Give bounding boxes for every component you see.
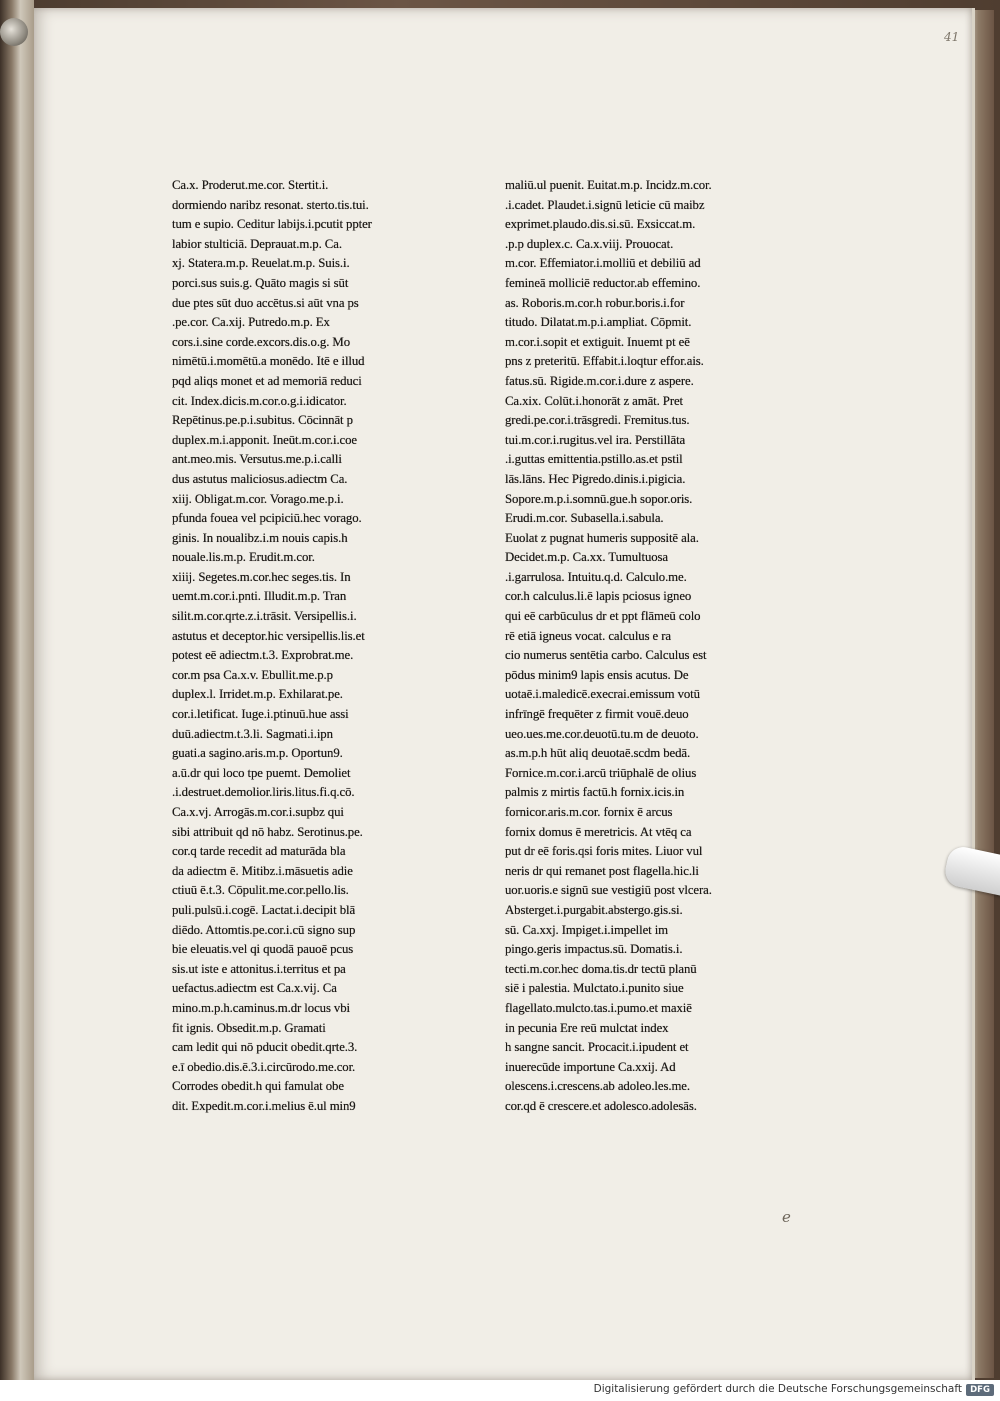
text-line: fit ignis. Obsedit.m.p. Gramati: [172, 1020, 326, 1035]
text-line: qui eē carbūculus dr et ppt flāmeū colo: [505, 609, 701, 624]
text-line: silit.m.cor.qrte.z.i.trāsit. Versipellis.i.: [172, 609, 357, 624]
text-line: due ptes sūt duo accētus.si aūt vna ps: [172, 295, 359, 310]
text-line: rē etiā igneus vocat. calculus e ra: [505, 628, 671, 643]
text-line: duplex.m.i.apponit. Ineūt.m.cor.i.coe: [172, 432, 358, 447]
text-line: .i.guttas emittentia.pstillo.as.et pstil: [505, 452, 683, 467]
text-line: potest eē adiectm.t.3. Exprobrat.me.: [172, 648, 354, 663]
text-line: Ca.xix. Colūt.i.honorāt z amāt. Pret: [505, 393, 684, 408]
text-line: dit. Expedit.m.cor.i.melius ē.ul min9: [172, 1098, 356, 1113]
text-line: h sangne sancit. Procacit.i.ipudent et: [505, 1040, 689, 1055]
text-line: ctiuū ē.t.3. Cōpulit.me.cor.pello.lis.: [172, 883, 349, 898]
text-line: bie eleuatis.vel qi quodā pauoē pcus: [172, 942, 354, 957]
text-line: .i.garrulosa. Intuitu.q.d. Calculo.me.: [505, 569, 687, 584]
text-line: exprimet.plaudo.dis.si.sū. Exsiccat.m.: [505, 217, 696, 232]
funding-credit: Digitalisierung gefördert durch die Deutsche Forschungsgemeinschaft: [593, 1383, 962, 1395]
text-line: .i.cadet. Plaudet.i.signū leticie cū maibz: [505, 197, 705, 212]
text-line: uor.uoris.e signū sue vestigiū post vlcera.: [505, 883, 712, 898]
text-line: uemt.m.cor.i.pnti. Illudit.m.p. Tran: [172, 589, 347, 604]
text-column-right: [505, 176, 777, 1117]
text-line: Sopore.m.p.i.somnū.gue.h sopor.oris.: [505, 491, 693, 506]
text-line: Erudi.m.cor. Subasella.i.sabula.: [505, 511, 664, 526]
text-line: infrīngē frequēter z firmit vouē.deuo: [505, 707, 689, 722]
text-line: in pecunia Ere reū mulctat index: [505, 1020, 669, 1035]
text-line: e.ī obedio.dis.ē.3.i.circūrodo.me.cor.: [172, 1059, 356, 1074]
signature-mark: e: [782, 1208, 791, 1226]
text-line: Ca.x. Proderut.me.cor. Stertit.i.: [172, 178, 329, 192]
text-line: flagellato.mulcto.tas.i.pumo.et maxiē: [505, 1000, 692, 1015]
text-line: puli.pulsū.i.cogē. Lactat.i.decipit blā: [172, 902, 356, 917]
text-line: labior stulticiā. Deprauat.m.p. Ca.: [172, 236, 342, 251]
text-line: a.ū.dr qui loco tpe puemt. Demoliet: [172, 765, 351, 780]
text-line: mino.m.p.h.caminus.m.dr locus vbi: [172, 1000, 350, 1015]
text-line: cors.i.sine corde.excors.dis.o.g. Mo: [172, 334, 351, 349]
text-line: pns z preteritū. Effabit.i.loqtur effor.ais.: [505, 354, 704, 369]
text-line: .i.destruet.demolior.liris.litus.fi.q.cō.: [172, 785, 355, 800]
book-spine-edge: [0, 0, 34, 1380]
text-column-left: [172, 176, 442, 1117]
text-line: Euolat z pugnat humeris suppositē ala.: [505, 530, 699, 545]
text-line: nimētū.i.momētū.a monēdo. Itē e illud: [172, 354, 365, 369]
text-line: Fornice.m.cor.i.arcū triūphalē de olius: [505, 765, 697, 780]
folio-number: 41: [944, 30, 960, 44]
dfg-logo: DFG: [966, 1384, 994, 1396]
text-line: cor.m psa Ca.x.v. Ebullit.me.p.p: [172, 667, 333, 682]
text-line: sis.ut iste e attonitus.i.territus et pa: [172, 961, 346, 976]
text-line: Ca.x.vj. Arrogās.m.cor.i.supbz qui: [172, 805, 344, 819]
text-line: porci.sus suis.g. Quāto magis si sūt: [172, 275, 349, 290]
text-line: ant.meo.mis. Versutus.me.p.i.calli: [172, 452, 342, 467]
text-line: xiij. Obligat.m.cor. Vorago.me.p.i.: [172, 491, 344, 506]
text-line: dus astutus maliciosus.adiectm Ca.: [172, 471, 348, 486]
text-line: Corrodes obedit.h qui famulat obe: [172, 1079, 344, 1094]
text-line: fornix domus ē meretricis. At vtēq ca: [505, 824, 692, 839]
text-line: as. Roboris.m.cor.h robur.boris.i.for: [505, 295, 685, 310]
text-line: uotaē.i.maledicē.execrai.emissum votū: [505, 687, 700, 702]
text-line: fornicor.aris.m.cor. fornix ē arcus: [505, 805, 673, 819]
text-line: pfunda fouea vel pcipiciū.hec vorago.: [172, 511, 362, 526]
text-line: as.m.p.h hūt aliq deuotaē.scdm bedā.: [505, 746, 691, 761]
text-line: lās.lāns. Hec Pigredo.dinis.i.pigicia.: [505, 471, 686, 486]
text-line: olescens.i.crescens.ab adoleo.les.me.: [505, 1079, 690, 1094]
text-line: ueo.ues.me.cor.deuotū.tu.m de deuoto.: [505, 726, 699, 741]
text-line: xj. Statera.m.p. Reuelat.m.p. Suis.i.: [172, 256, 350, 271]
text-line: duū.adiectm.t.3.li. Sagmati.i.ipn: [172, 726, 333, 741]
text-line: xiiij. Segetes.m.cor.hec seges.tis. In: [172, 569, 351, 584]
text-line: palmis z mirtis factū.h fornix.icis.in: [505, 785, 685, 800]
text-line: .p.p duplex.c. Ca.x.viij. Prouocat.: [505, 236, 674, 251]
text-line: da adiectm ē. Mitibz.i.māsuetis adie: [172, 863, 353, 878]
text-line: tui.m.cor.i.rugitus.vel ira. Perstillāta: [505, 432, 686, 447]
text-line: cit. Index.dicis.m.cor.o.g.i.idicator.: [172, 393, 347, 408]
text-line: m.cor. Effemiator.i.molliū et debiliū ad: [505, 256, 701, 271]
text-line: gredi.pe.cor.i.trāsgredi. Fremitus.tus.: [505, 413, 690, 428]
text-line: tum e supio. Ceditur labijs.i.pcutit ppter: [172, 217, 372, 232]
text-line: inuerecūde importune Ca.xxij. Ad: [505, 1059, 676, 1074]
text-line: cor.q tarde recedit ad maturāda bla: [172, 844, 346, 859]
text-line: tecti.m.cor.hec doma.tis.dr tectū planū: [505, 961, 697, 976]
text-line: cor.h calculus.li.ē lapis pciosus igneo: [505, 589, 692, 604]
text-line: sū. Ca.xxj. Impiget.i.impellet im: [505, 922, 669, 937]
text-line: titudo. Dilatat.m.p.i.ampliat. Cōpmit.: [505, 315, 692, 330]
text-line: nouale.lis.m.p. Erudit.m.cor.: [172, 550, 315, 565]
text-line: .pe.cor. Ca.xij. Putredo.m.p. Ex: [172, 315, 330, 330]
text-line: ginis. In noualibz.i.m nouis capis.h: [172, 530, 348, 545]
text-line: pqd aliqs monet et ad memoriā reduci: [172, 373, 362, 388]
text-line: Decidet.m.p. Ca.xx. Tumultuosa: [505, 550, 669, 565]
text-line: m.cor.i.sopit et extiguit. Inuemt pt eē: [505, 334, 690, 349]
text-line: sibi attribuit qd nō habz. Serotinus.pe.: [172, 824, 363, 839]
text-line: Absterget.i.purgabit.abstergo.gis.si.: [505, 902, 683, 917]
text-line: dormiendo naribz resonat. sterto.tis.tui.: [172, 197, 369, 212]
text-line: guati.a sagino.aris.m.p. Oportun9.: [172, 746, 343, 761]
text-line: duplex.l. Irridet.m.p. Exhilarat.pe.: [172, 687, 343, 702]
text-line: siē i palestia. Mulctato.i.punito siue: [505, 981, 684, 996]
text-line: cor.i.letificat. Iuge.i.ptinuū.hue assi: [172, 707, 349, 722]
text-line: maliū.ul puenit. Euitat.m.p. Incidz.m.cor.: [505, 178, 712, 192]
text-line: cam ledit qui nō pducit obedit.qrte.3.: [172, 1040, 358, 1055]
text-line: pingo.geris impactus.sū. Domatis.i.: [505, 942, 683, 957]
text-line: femineā molliciē reductor.ab effemino.: [505, 275, 701, 290]
text-line: Repētinus.pe.p.i.subitus. Cōcinnāt p: [172, 413, 353, 428]
text-line: uefactus.adiectm est Ca.x.vij. Ca: [172, 981, 337, 996]
text-line: diēdo. Attomtis.pe.cor.i.cū signo sup: [172, 922, 356, 937]
text-line: fatus.sū. Rigide.m.cor.i.dure z aspere.: [505, 373, 694, 388]
text-line: cor.qd ē crescere.et adolesco.adolesās.: [505, 1098, 697, 1113]
text-line: pōdus minim9 lapis ensis acutus. De: [505, 667, 689, 682]
text-line: cio numerus sentētia carbo. Calculus est: [505, 648, 707, 663]
text-line: astutus et deceptor.hic versipellis.lis.et: [172, 628, 365, 643]
book-clasp: [0, 18, 28, 46]
text-line: put dr eē foris.qsi foris mites. Liuor vul: [505, 844, 703, 859]
text-line: neris dr qui remanet post flagella.hic.li: [505, 863, 699, 878]
